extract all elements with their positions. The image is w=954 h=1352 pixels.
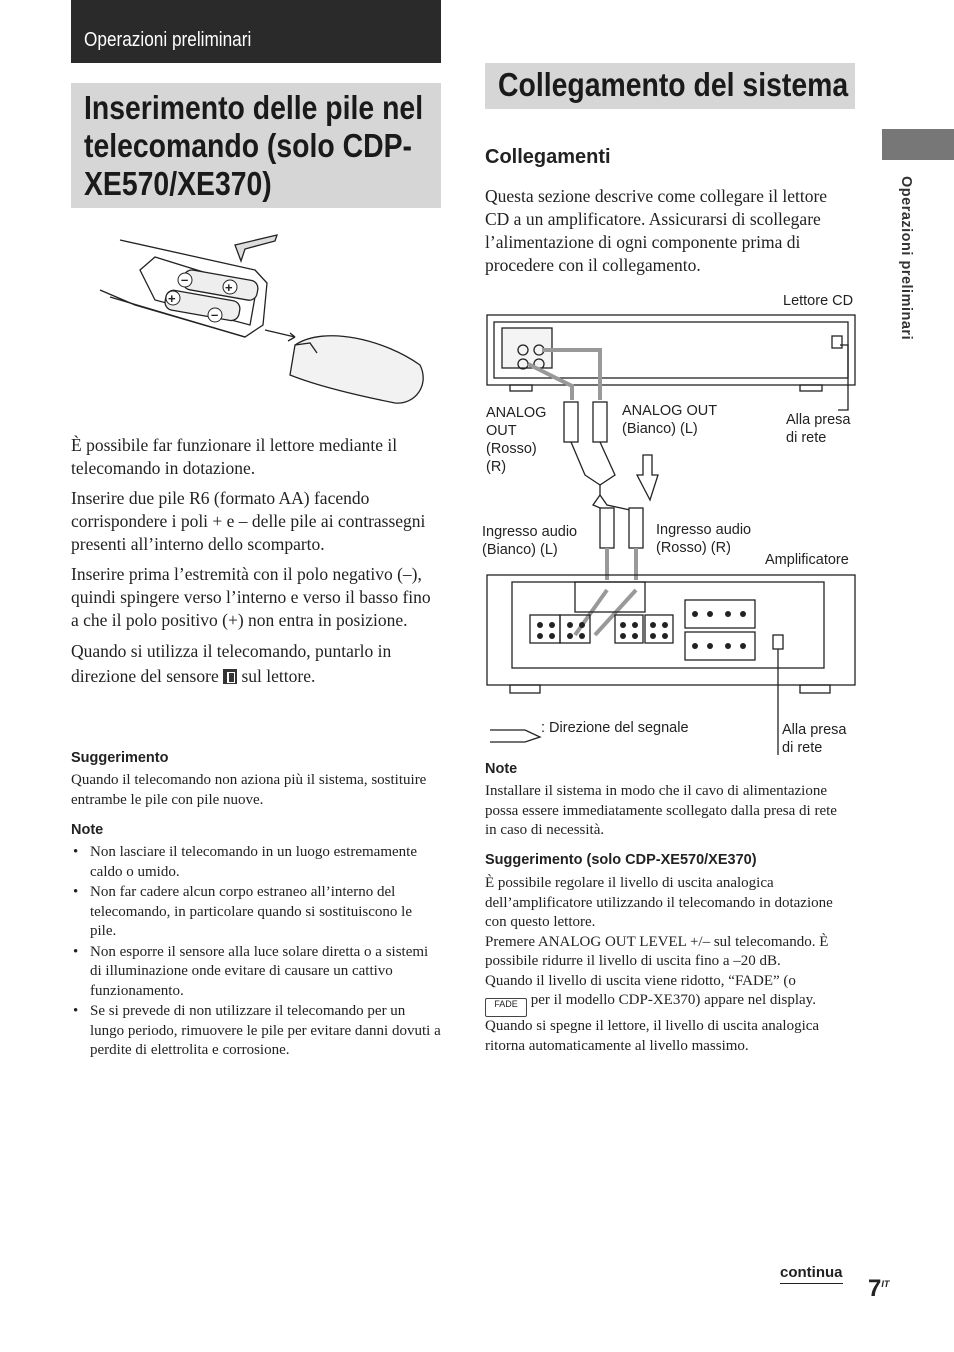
svg-text:–: – [211, 307, 219, 322]
page-number: $7^{IT}$ [868, 1275, 890, 1302]
list-item: • Non esporre il sensore alla luce solare diretta o a sistemi di illuminazione onde evitare di causare un cattivo funzionamento. [71, 943, 441, 1002]
connections-intro: Questa sezione descrive come collegare il lettore CD a un amplificatore. Assicurarsi di scollegare l’alimentazione di ogni componente prima di procedere con il collegamento. [485, 186, 828, 275]
right-tip-label: Suggerimento (solo CDP-XE570/XE370) [485, 852, 757, 868]
list-item: • Non far cadere alcun corpo estraneo all’interno del telecomando, in particolare quando si sostituiscono le pile. [71, 883, 441, 942]
connection-title-box [485, 63, 855, 109]
connection-title: Collegamento del sistema [498, 66, 849, 103]
battery-title: Inserimento delle pile nel telecomando (solo CDP- XE570/XE370) [84, 89, 424, 202]
section-title: Operazioni preliminari [84, 29, 252, 51]
right-note-text: Installare il sistema in modo che il cavo di alimentazione possa essere immediatamente scollegato dalla presa di rete in caso di necessità. [485, 783, 837, 838]
fade-display-icon: FADE [485, 998, 527, 1017]
battery-title-box [71, 83, 441, 208]
right-note-label: Note [485, 761, 518, 777]
label-analog-out-l: ANALOG OUT (Bianco) (L) [622, 403, 718, 437]
side-section-label: Operazioni preliminari [898, 176, 914, 341]
label-input-l: Ingresso audio (Bianco) (L) [482, 524, 578, 558]
label-mains-amp: Alla presa di rete [782, 722, 847, 756]
label-amplifier: Amplificatore [765, 552, 849, 568]
list-item: • Non lasciare il telecomando in un luogo estremamente caldo o umido. [71, 843, 441, 882]
continua-link: continua [780, 1264, 843, 1284]
label-analog-out-r: ANALOG OUT (Rosso) (R) [486, 405, 547, 475]
right-tip-body: È possibile regolare il livello di uscita analogica dell’amplificatore utilizzando il telecomando in dotazione con questo lettore. Premere ANALOG OUT LEVEL +/– sul telecomando. È possibile ridurre il livello di uscita fino a –20 dB. Quando il livello di uscita viene ridotto, “FADE” (o FADE per il modello CDP-XE370) appare nel display. Quando si spegne il lettore, il livello di uscita analogica ritorna automaticamente al livello massimo. [485, 875, 833, 1054]
svg-text:–: – [181, 272, 189, 287]
tip-text: Quando il telecomando non aziona più il sistema, sostituire entrambe le pile con pile nuove. [71, 772, 427, 808]
svg-text:+: + [168, 291, 176, 306]
paragraph-insert: Inserire due pile R6 (formato AA) facendo corrispondere i poli + e – delle pile ai contrassegni presenti all’interno dello scomparto. [71, 488, 426, 554]
list-item: • Se si prevede di non utilizzare il telecomando per un lungo periodo, rimuovere le pile per evitare danni dovuti a perdite di elettrolita e corrosione. [71, 1002, 441, 1061]
tip-label: Suggerimento [71, 750, 169, 766]
remote-battery-illustration [95, 225, 435, 415]
svg-text:+: + [225, 280, 233, 295]
connections-subtitle: Collegamenti [485, 146, 611, 168]
notes-label: Note [71, 822, 104, 838]
section-header-bar [71, 0, 441, 63]
label-mains-cd: Alla presa di rete [786, 412, 851, 446]
label-cd-player: Lettore CD [783, 293, 854, 309]
notes-list [71, 843, 441, 1062]
remote-sensor-icon [223, 669, 237, 684]
side-tab-marker [882, 129, 954, 160]
paragraph-intro: È possibile far funzionare il lettore mediante il telecomando in dotazione. [71, 435, 398, 478]
label-signal-direction: : Direzione del segnale [541, 720, 689, 736]
paragraph-negative-first: Inserire prima l’estremità con il polo negativo (–), quindi spingere verso l’interno e verso il basso fino a che il polo positivo (+) non entra in posizione. [71, 564, 431, 630]
paragraph-point-remote: Quando si utilizza il telecomando, puntarlo in direzione del sensore sul lettore. [71, 641, 392, 686]
label-input-r: Ingresso audio (Rosso) (R) [656, 522, 752, 556]
left-body [71, 434, 441, 689]
